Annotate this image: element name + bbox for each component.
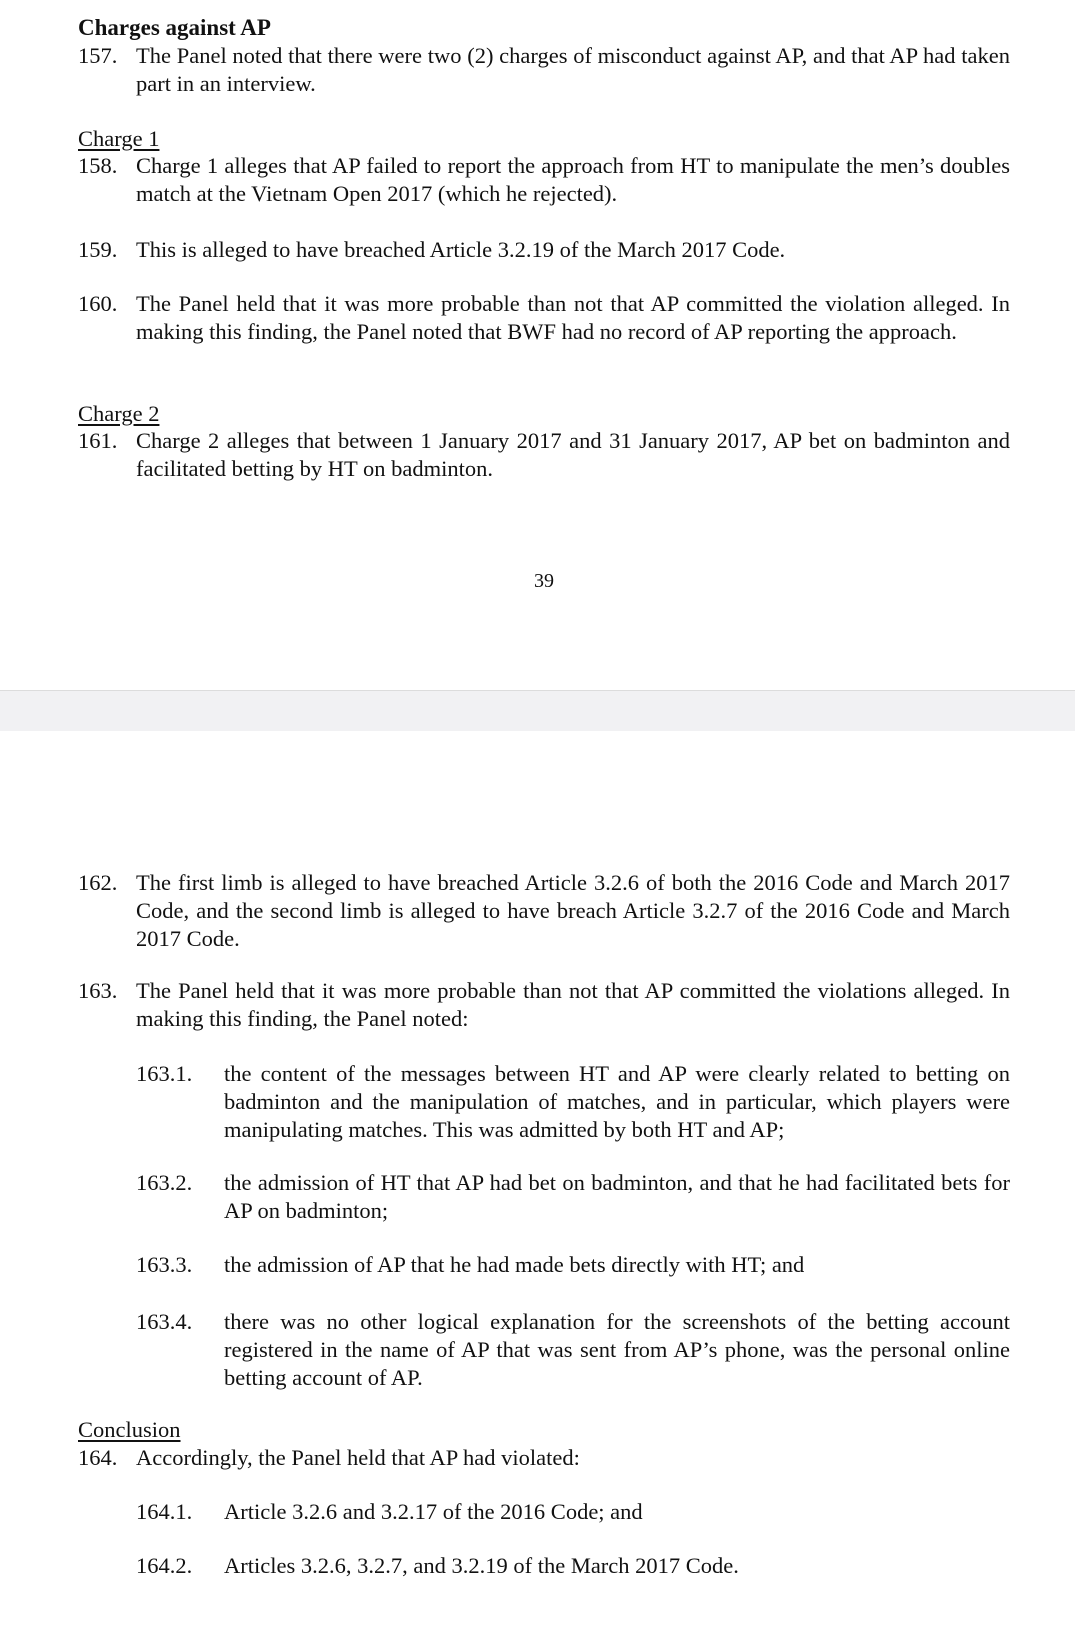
subparagraph-number: 163.3. [136,1252,193,1277]
subparagraph-number: 163.1. [136,1061,193,1086]
paragraph-number: 160. [78,291,118,316]
subparagraph-163-2 [136,1169,1010,1225]
subparagraph-number: 163.4. [136,1309,193,1334]
subparagraph-163-1 [136,1060,1010,1144]
subparagraph-164-1 [136,1498,1010,1526]
paragraph-text: Charge 2 alleges that between 1 January 2017 and 31 January 2017, AP bet on badminton and facilitated betting by HT on badminton. [136,428,1010,481]
paragraph-164 [78,1444,1010,1472]
subparagraph-164-2 [136,1552,1010,1580]
paragraph-text: Charge 1 alleges that AP failed to report the approach from HT to manipulate the men’s doubles match at the Vietnam Open 2017 (which he rejected). [136,153,1010,206]
subparagraph-number: 164.1. [136,1499,193,1524]
subparagraph-text: Articles 3.2.6, 3.2.7, and 3.2.19 of the March 2017 Code. [224,1553,739,1578]
page-separator [0,690,1075,732]
paragraph-text: The Panel held that it was more probable than not that AP committed the violations alleged. In making this finding, the Panel noted: [136,978,1010,1031]
subparagraph-text: Article 3.2.6 and 3.2.17 of the 2016 Code; and [224,1499,643,1524]
paragraph-number: 161. [78,428,118,453]
document-page-39 [0,0,1075,690]
paragraph-number: 163. [78,978,118,1003]
subparagraph-163-4 [136,1308,1010,1392]
subparagraph-163-3 [136,1251,1010,1279]
subheading-conclusion: Conclusion [78,1417,181,1442]
section-heading: Charges against AP [78,15,271,40]
paragraph-162 [78,869,1010,953]
paragraph-number: 164. [78,1445,118,1470]
subparagraph-text: there was no other logical explanation for the screenshots of the betting account registered in the name of AP that was sent from AP’s phone, was the personal online betting account of AP. [224,1309,1010,1390]
paragraph-157 [78,42,1010,98]
paragraph-163 [78,977,1010,1033]
subparagraph-text: the content of the messages between HT and AP were clearly related to betting on badminton and the manipulation of matches, and in particular, which players were manipulating matches. This was admitted by both HT and AP; [224,1061,1010,1142]
document-page-40 [0,731,1075,1651]
paragraph-160 [78,290,1010,346]
paragraph-number: 157. [78,43,118,68]
page-number: 39 [534,570,554,592]
paragraph-161 [78,427,1010,483]
paragraph-number: 159. [78,237,118,262]
paragraph-158 [78,152,1010,208]
subparagraph-text: the admission of HT that AP had bet on badminton, and that he had facilitated bets for AP on badminton; [224,1170,1010,1223]
paragraph-text: The Panel noted that there were two (2) charges of misconduct against AP, and that AP had taken part in an interview. [136,43,1010,96]
subparagraph-text: the admission of AP that he had made bets directly with HT; and [224,1252,805,1277]
subparagraph-number: 163.2. [136,1170,193,1195]
subheading-charge-2: Charge 2 [78,401,160,426]
subheading-charge-1: Charge 1 [78,126,160,151]
paragraph-number: 158. [78,153,118,178]
paragraph-text: This is alleged to have breached Article 3.2.19 of the March 2017 Code. [136,237,786,262]
paragraph-number: 162. [78,870,118,895]
paragraph-159 [78,236,1010,264]
subparagraph-number: 164.2. [136,1553,193,1578]
paragraph-text: The Panel held that it was more probable than not that AP committed the violation alleged. In making this finding, the Panel noted that BWF had no record of AP reporting the approach. [136,291,1010,344]
paragraph-text: Accordingly, the Panel held that AP had violated: [136,1445,580,1470]
paragraph-text: The first limb is alleged to have breached Article 3.2.6 of both the 2016 Code and March 2017 Code, and the second limb is alleged to have breach Article 3.2.7 of the 2016 Code and March 2017 Code. [136,870,1010,951]
